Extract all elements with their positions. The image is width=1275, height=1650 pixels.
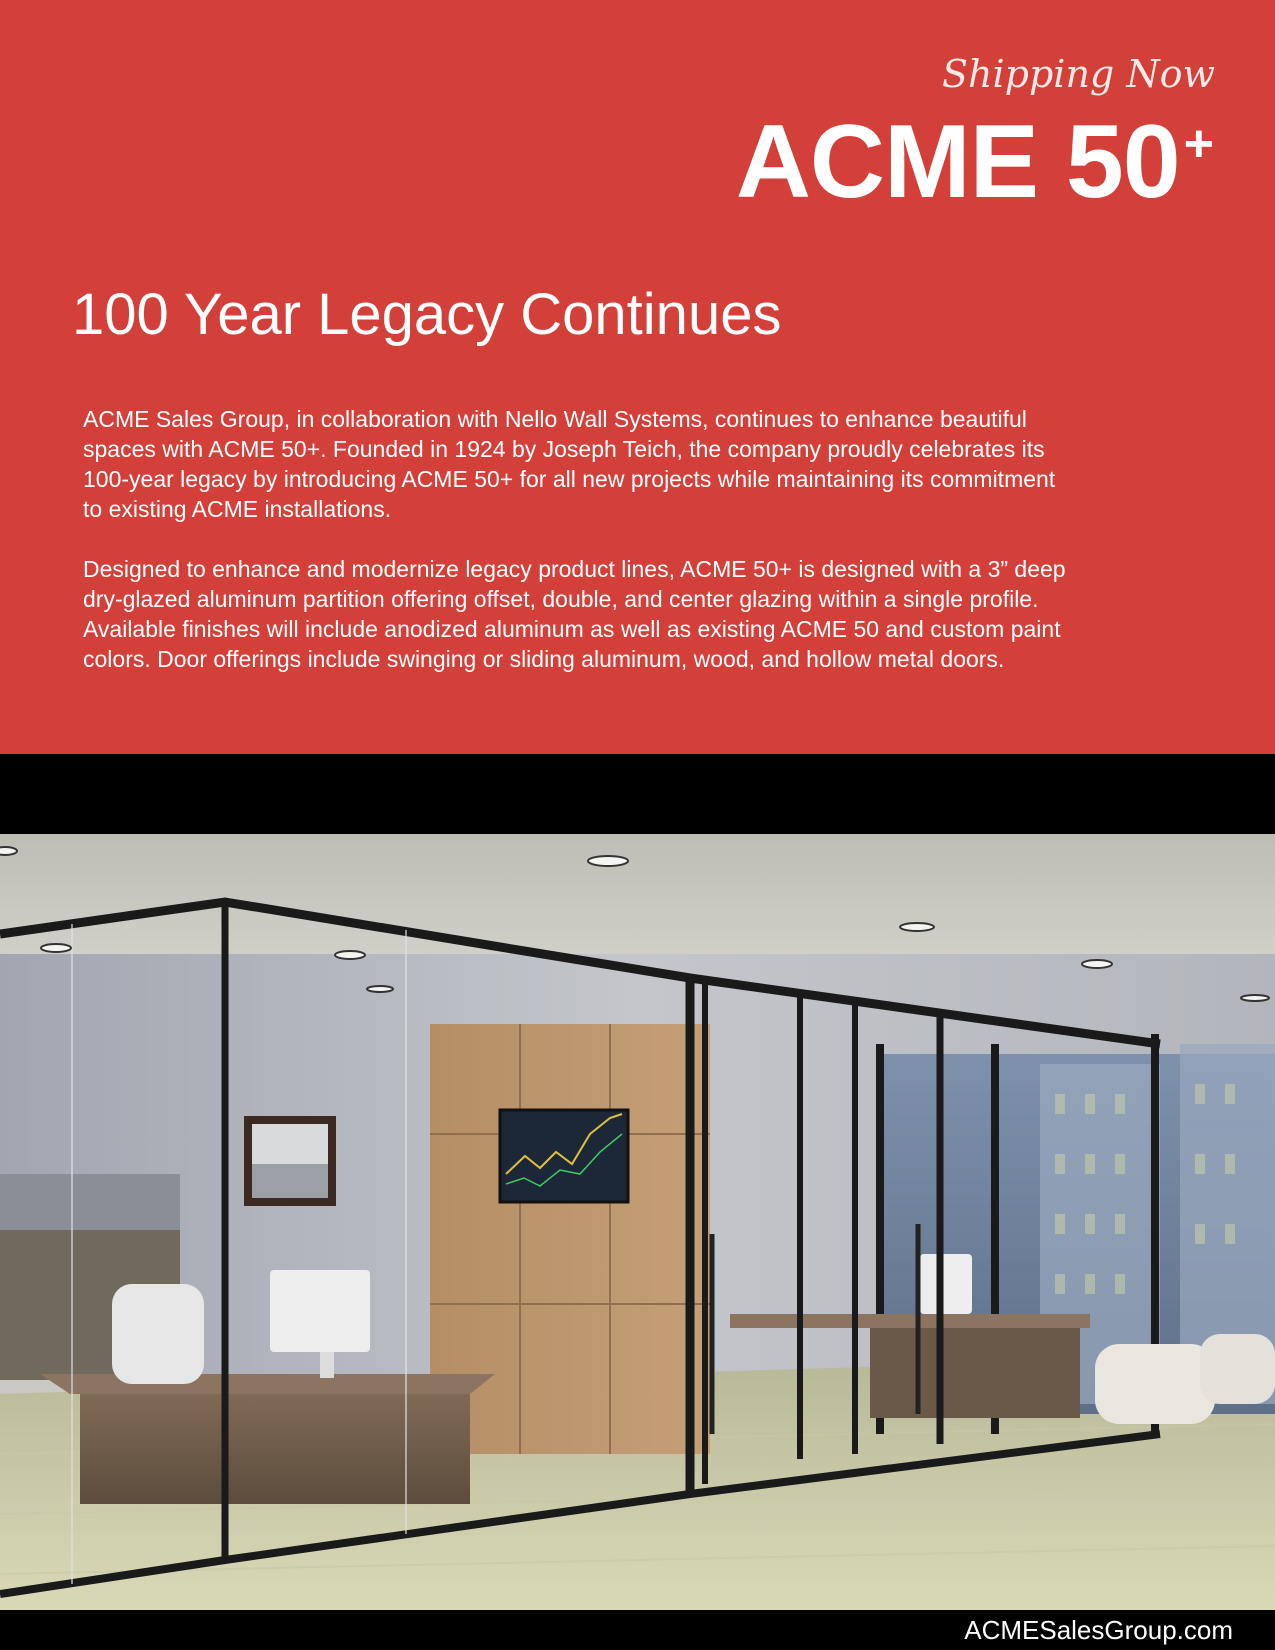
- divider-band: [0, 754, 1275, 834]
- tagline: Shipping Now: [942, 52, 1215, 96]
- product-name: ACME 50: [735, 104, 1180, 220]
- body-paragraph-2: Designed to enhance and modernize legacy product lines, ACME 50+ is designed with a 3” deep dry-glazed aluminum partition offering offset, double, and center glazing within a single profile. Available finishes will include anodized aluminum as well as existing ACME 50 and custom paint colors. Door offerings include swinging or sliding aluminum, wood, and hollow metal doors.: [83, 556, 1066, 672]
- product-title: [735, 104, 1213, 220]
- hero-banner: [0, 0, 1275, 754]
- office-rendering-image: [0, 834, 1275, 1610]
- website-url: ACMESalesGroup.com: [964, 1615, 1233, 1645]
- product-superscript: +: [1183, 115, 1213, 173]
- headline: 100 Year Legacy Continues: [72, 282, 782, 347]
- body-paragraph-1: ACME Sales Group, in collaboration with Nello Wall Systems, continues to enhance beautiful spaces with ACME 50+. Founded in 1924 by Joseph Teich, the company proudly celebrates its 100-year legacy by introducing ACME 50+ for all new projects while maintaining its commitment to existing ACME installations.: [83, 406, 1056, 522]
- footer-bar: [0, 1610, 1275, 1650]
